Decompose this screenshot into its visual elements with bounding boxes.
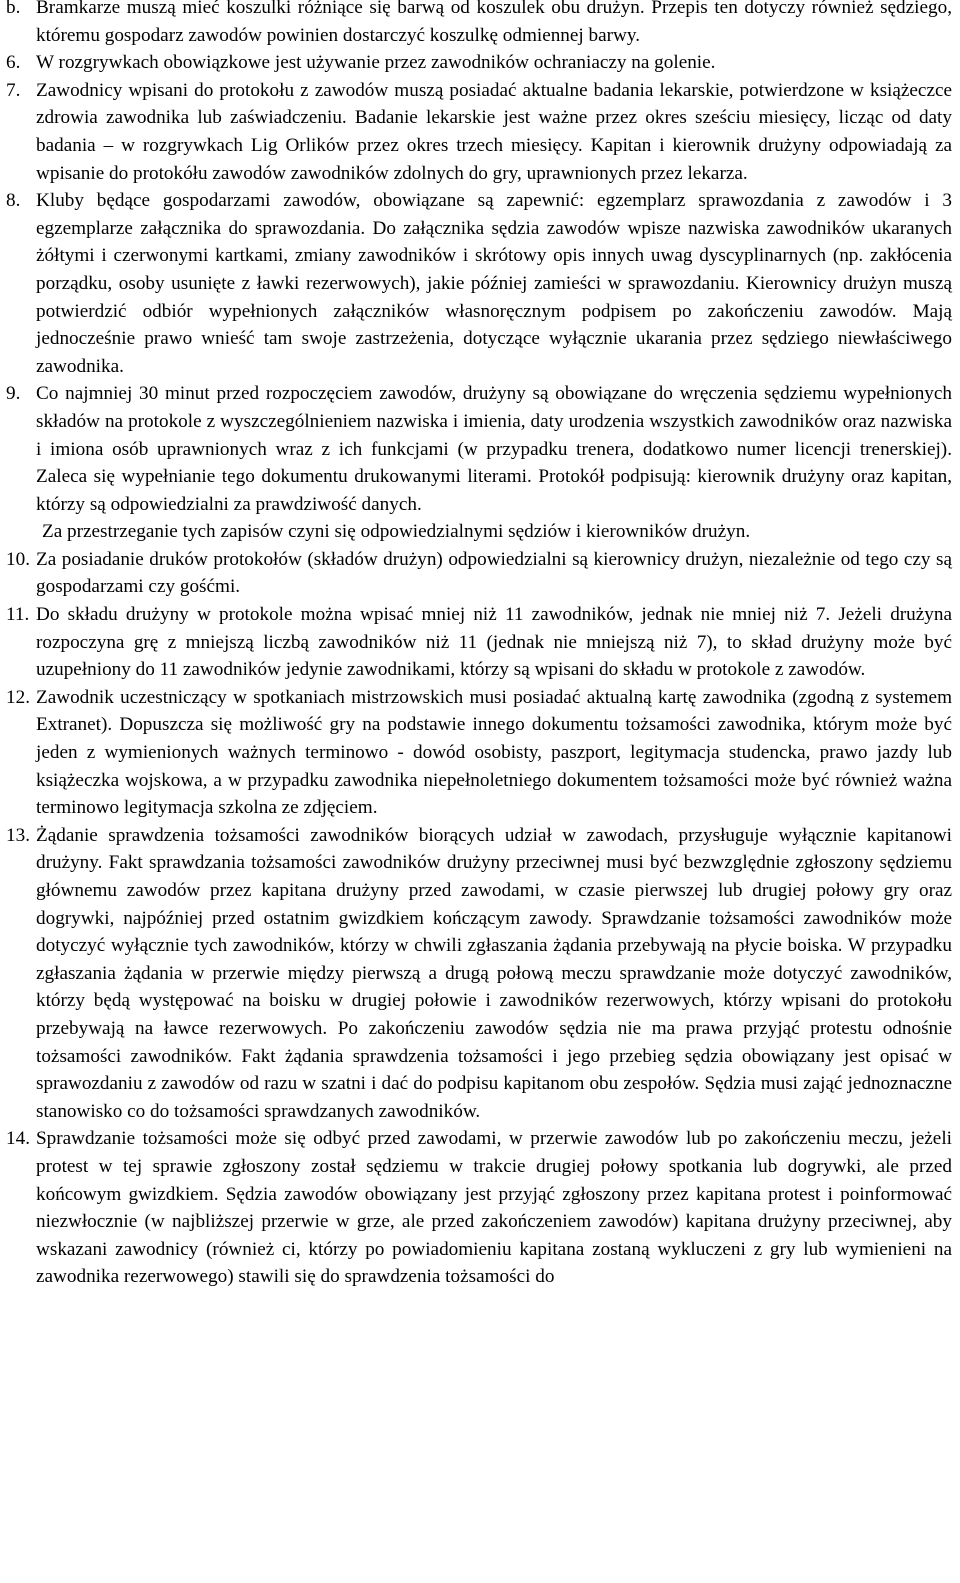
list-text: Sprawdzanie tożsamości może się odbyć przed zawodami, w przerwie zawodów lub po zakończeniu meczu, jeżeli protest w tej sprawie zgłoszony został sędziemu w trakcie drugiej połowy spotkania lub dogrywki, ale przed końcowym gwizdkiem. Sędzia zawodów obowiązany jest przyjąć zgłoszony przez kapitana protest i poinformować niezwłocznie (w najbliższej przerwie w grze, ale przed zakończeniem zawodów) kapitana drużyny przeciwnej, aby wskazani zawodnicy (również ci, którzy po powiadomieniu kapitana zostaną wykluczeni z gry lub wymienieni na zawodnika rezerwowego) stawili się do sprawdzenia tożsamości do: [36, 1128, 952, 1288]
list-number: 7.: [6, 79, 21, 101]
list-text: Co najmniej 30 minut przed rozpoczęciem zawodów, drużyny są obowiązane do wręczenia sędziemu wypełnionych składów na protokole z wyszczególnieniem nazwiska i imienia, daty urodzenia wszystkich zawodników oraz nazwiska i imiona osób uprawnionych wraz z ich funkcjami (w przypadku trenera, dodatkowo numer licencji trenerskiej). Zaleca się wypełnianie tego dokumentu drukowanymi literami. Protokół podpisują: kierownik drużyny oraz kapitan, którzy są odpowiedzialni za prawdziwość danych.: [36, 383, 952, 515]
list-item-6: [0, 49, 960, 77]
list-text: Zawodnicy wpisani do protokołu z zawodów muszą posiadać aktualne badania lekarskie, potwierdzone w książeczce zdrowia zawodnika lub zaświadczeniu. Badanie lekarskie jest ważne przez okres sześciu miesięcy, licząc od daty badania – w rozgrywkach Lig Orlików przez okres trzech miesięcy. Kapitan i kierownik drużyny odpowiadają za wpisanie do protokółu zawodów zawodników zdolnych do gry, uprawnionych przez lekarza.: [36, 79, 952, 184]
list-number: 8.: [6, 190, 21, 212]
list-number: 10.: [6, 548, 30, 570]
list-number: 9.: [6, 383, 21, 405]
list-item-14: [0, 1125, 960, 1291]
list-item-9: [0, 380, 960, 518]
list-text: W rozgrywkach obowiązkowe jest używanie przez zawodników ochraniaczy na golenie.: [36, 52, 716, 74]
list-item-10: [0, 546, 960, 601]
responsibility-note: Za przestrzeganie tych zapisów czyni się odpowiedzialnymi sędziów i kierowników drużyn.: [42, 521, 751, 543]
list-number: 13.: [6, 824, 30, 846]
list-number: 12.: [6, 686, 30, 708]
list-text: Zawodnik uczestniczący w spotkaniach mistrzowskich musi posiadać aktualną kartę zawodnika (zgodną z systemem Extranet). Dopuszcza się możliwość gry na podstawie innego dokumentu tożsamości zawodnika, którym może być jeden z wymienionych ważnych terminowo - dowód osobisty, paszport, legitymacja studencka, prawo jazdy lub książeczka wojskowa, a w przypadku zawodnika niepełnoletniego dokumentem tożsamości może być również ważna terminowo legitymacja szkolna ze zdjęciem.: [36, 686, 952, 819]
list-text: Do składu drużyny w protokole można wpisać mniej niż 11 zawodników, jednak nie mniej niż 7. Jeżeli drużyna rozpoczyna grę z mniejszą liczbą zawodników niż 11 (jednak nie mniejszą niż 7), to skład drużyny może być uzupełniony do 11 zawodników jedynie zawodnikami, którzy są wpisani do składu w protokole z zawodów.: [36, 604, 952, 681]
list-number: 6.: [6, 52, 21, 74]
list-number: 14.: [6, 1128, 30, 1150]
list-number: b.: [6, 0, 21, 18]
list-number: 11.: [6, 604, 30, 626]
list-item-8: [0, 187, 960, 380]
list-text: Za posiadanie druków protokołów (składów drużyn) odpowiedzialni są kierownicy drużyn, niezależnie od tego czy są gospodarzami czy gośćmi.: [36, 548, 952, 598]
list-text: Kluby będące gospodarzami zawodów, obowiązane są zapewnić: egzemplarz sprawozdania z zawodów i 3 egzemplarze załącznika do sprawozdania. Do załącznika sędzia zawodów wpisze nazwiska zawodników ukaranych żółtymi i czerwonymi kartkami, zmiany zawodników i skrótowy opis innych uwag dyscyplinarnych (np. zakłócenia porządku, osoby usunięte z ławki rezerwowych), jakie później zamieści w sprawozdaniu. Kierownicy drużyn muszą potwierdzić odbiór wypełnionych załączników własnoręcznym podpisem po zakończeniu zawodów. Mają jednocześnie prawo wnieść tam swoje zastrzeżenia, dotyczące wyłącznie ukarania przez sędziego niewłaściwego zawodnika.: [36, 190, 952, 377]
list-item-13: [0, 822, 960, 1126]
list-item-11: [0, 601, 960, 684]
list-item-12: [0, 684, 960, 822]
list-item-b: [0, 0, 960, 49]
list-text: Żądanie sprawdzenia tożsamości zawodników biorących udział w zawodach, przysługuje wyłącznie kapitanowi drużyny. Fakt sprawdzania tożsamości zawodników drużyny przeciwnej musi być bezwzględnie zgłoszony sędziemu głównemu zawodów przez kapitana drużyny przed zawodami, w czasie pierwszej lub drugiej połowy gry oraz dogrywki, najpóźniej przed ostatnim gwizdkiem kończącym zawody. Sprawdzanie tożsamości zawodników może dotyczyć wyłącznie tych zawodników, którzy w chwili zgłaszania żądania przebywają na płycie boiska. W przypadku zgłaszania żądania w przerwie między pierwszą a drugą połową meczu sprawdzanie może dotyczyć zawodników, którzy będą występować na boisku w drugiej połowie i zawodników rezerwowych, którzy wpisani do protokołu przebywają na ławce rezerwowych. Po zakończeniu zawodów sędzia nie ma prawa przyjąć protestu odnośnie tożsamości zawodników. Fakt żądania sprawdzenia tożsamości i jego przebieg sędzia obowiązany jest opisać w sprawozdaniu z zawodów od razu w szatni i dać do podpisu kapitanom obu zespołów. Sędzia musi zająć jednoznaczne stanowisko co do tożsamości sprawdzanych zawodników.: [36, 824, 952, 1122]
list-text: Bramkarze muszą mieć koszulki różniące się barwą od koszulek obu drużyn. Przepis ten dotyczy również sędziego, któremu gospodarz zawodów powinien dostarczyć koszulkę odmiennej barwy.: [36, 0, 952, 46]
list-item-7: [0, 77, 960, 187]
